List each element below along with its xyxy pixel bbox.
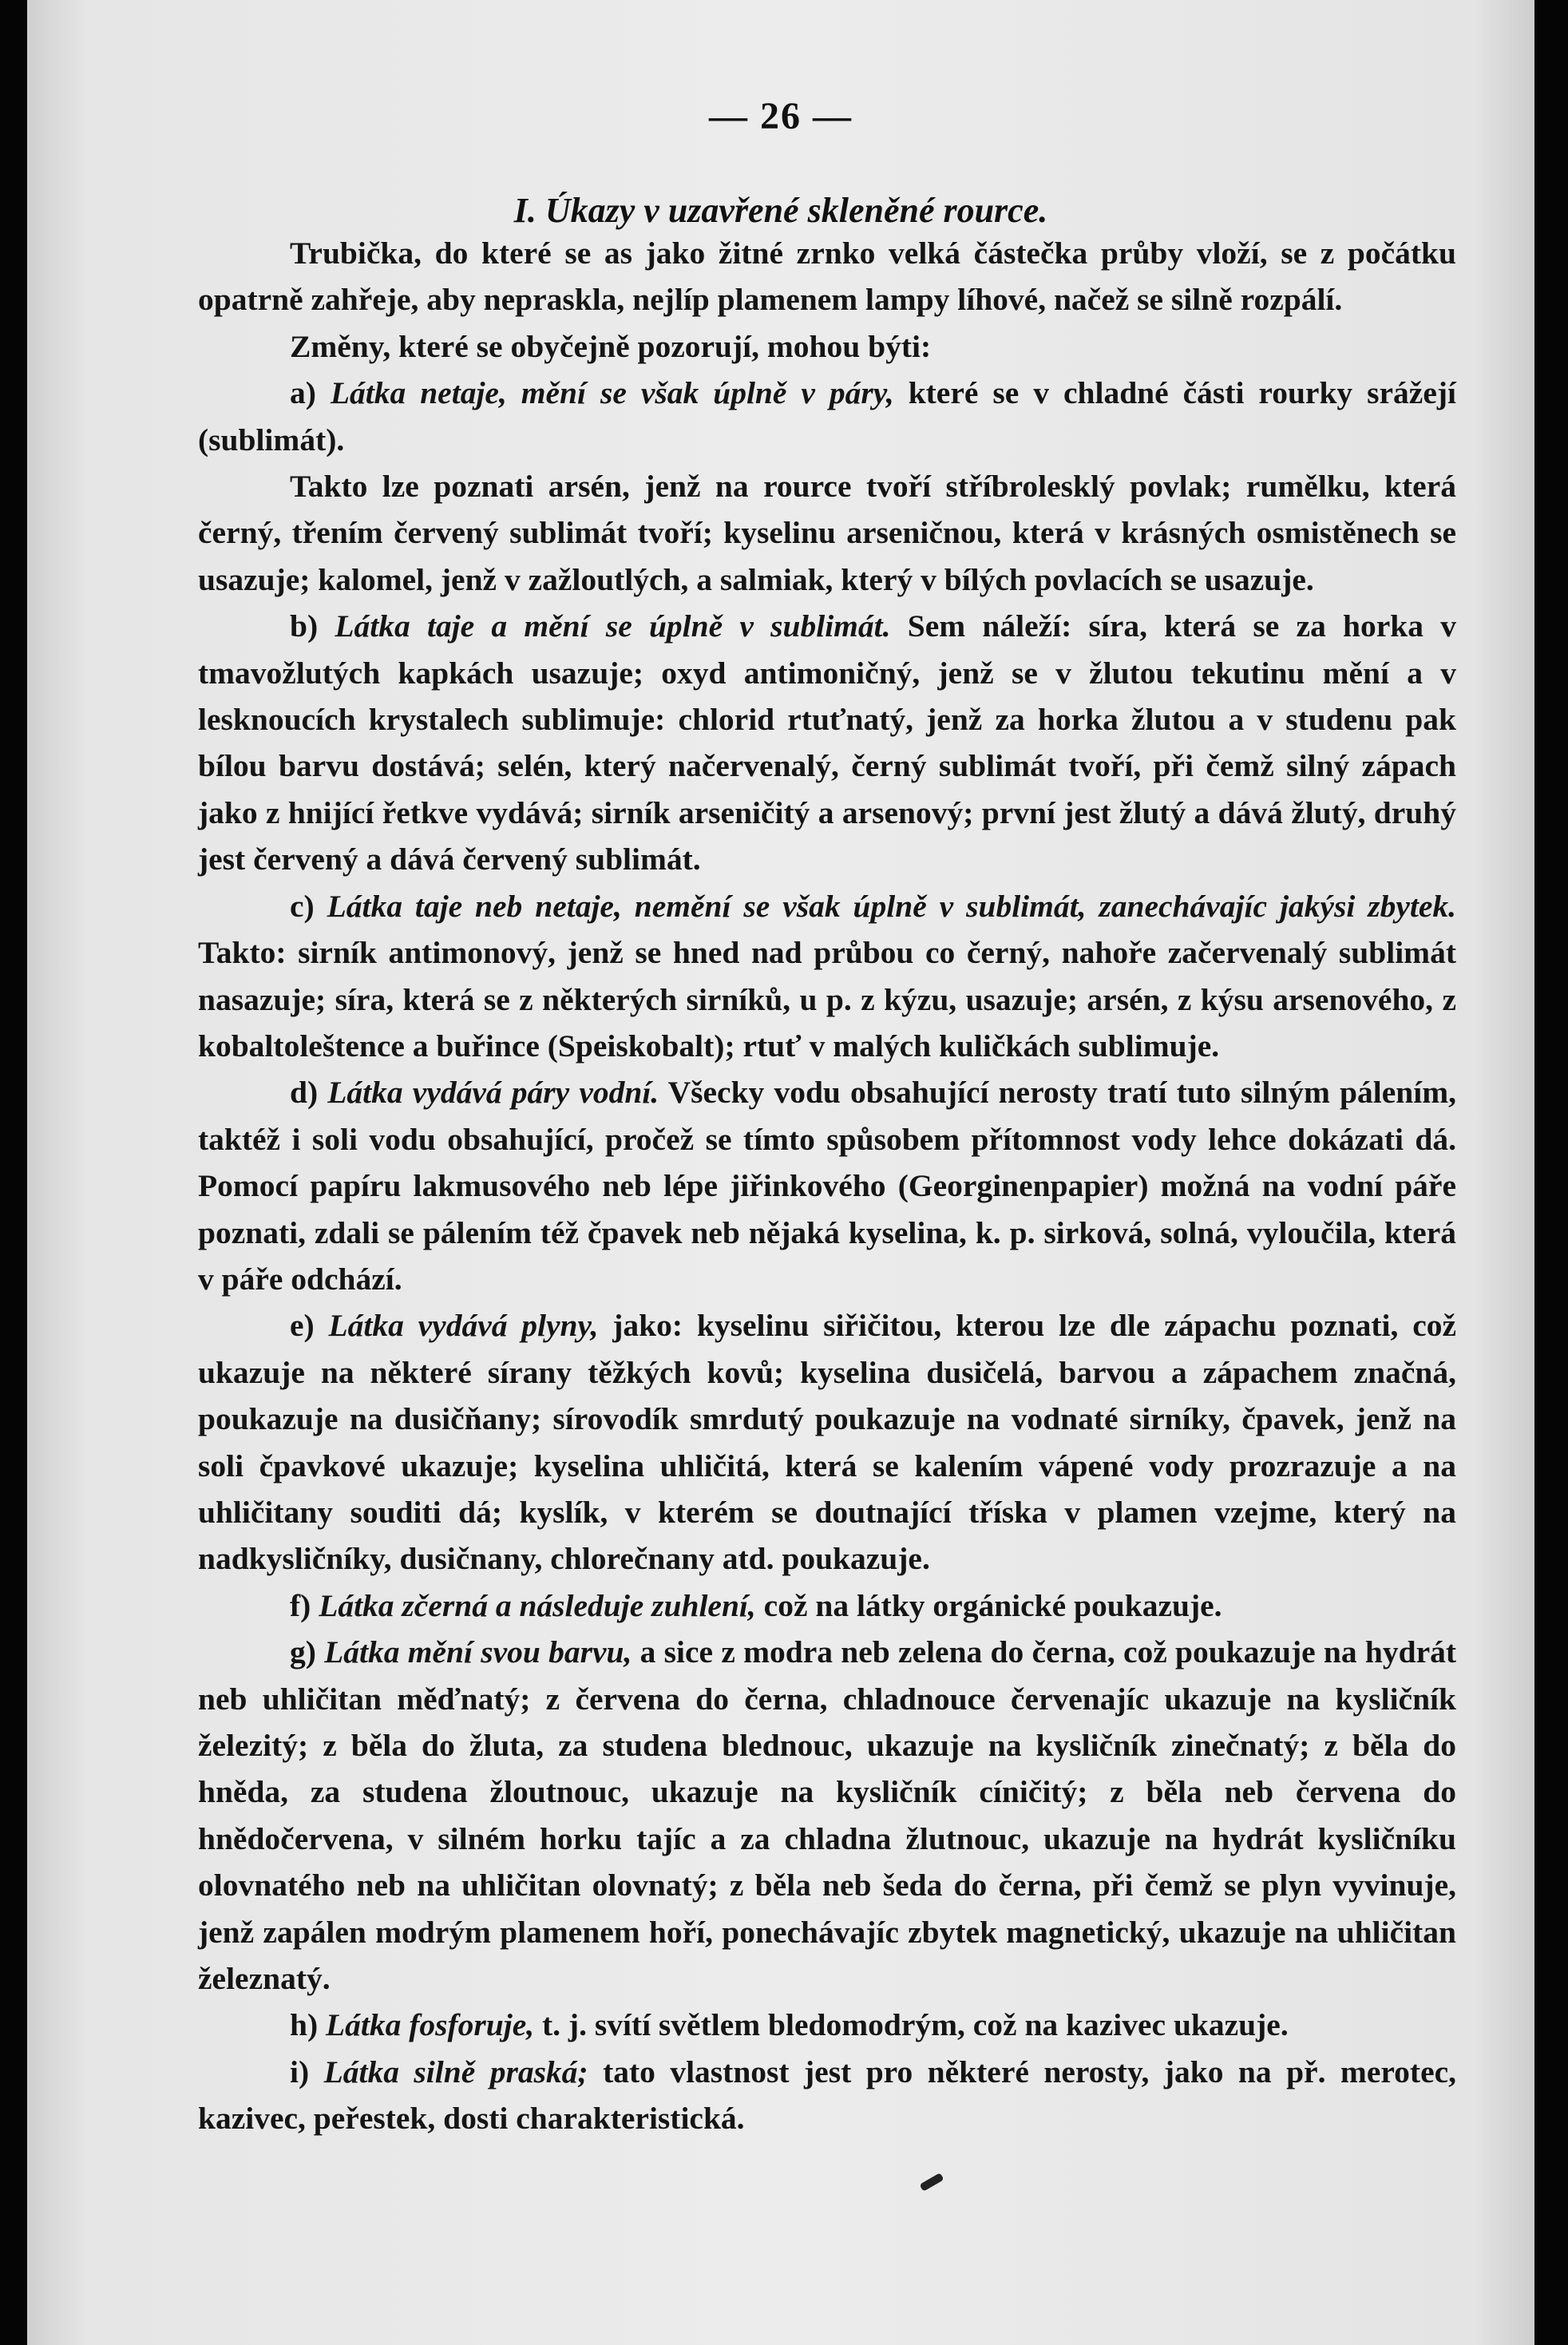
item-d-lead: Látka vydává páry vodní.	[327, 1075, 659, 1111]
intro-paragraph-2: Změny, které se obyčejně pozorují, mohou býti:	[290, 328, 932, 364]
item-a	[198, 370, 1456, 463]
item-g-label: g)	[290, 1634, 316, 1670]
item-e	[198, 1302, 1456, 1582]
item-d	[198, 1069, 1456, 1302]
item-h-label: h)	[290, 2007, 319, 2043]
item-b	[198, 603, 1456, 882]
item-b-label: b)	[290, 608, 319, 644]
item-b-text: Sem náleží: síra, která se za horka v tmavožlutých kapkách usazuje; oxyd antimoničný, jenž se v žlutou tekutinu mění a v lesknoucích krystalech sublimuje: chlorid rtuťnatý, jenž za horka žlutou a v studenu pak bílou barvu dostává; selén, který načervenalý, černý sublimát tvoří, při čemž silný zápach jako z hnijící řetkve vydává; sirník arseničitý a arsenový; první jest žlutý a dává žlutý, druhý jest červený a dává červený sublimát.	[198, 608, 1457, 877]
body-text	[198, 230, 1456, 2142]
item-i	[198, 2049, 1456, 2142]
item-b-lead: Látka taje a mění se úplně v sublimát.	[335, 608, 891, 644]
item-a-lead: Látka netaje, mění se však úplně v páry,	[330, 375, 894, 411]
item-f	[198, 1582, 1456, 1629]
page-number: — 26 —	[709, 95, 853, 137]
item-e-lead: Látka vydává plyny,	[328, 1308, 599, 1344]
section-heading: I. Úkazy v uzavřené skleněné rource.	[513, 191, 1048, 230]
item-i-label: i)	[290, 2054, 310, 2090]
intro-paragraph: Trubička, do které se as jako žitné zrnko velká částečka průby vloží, se z počátku opatrně zahřeje, aby nepraskla, nejlíp plamenem lampy líhové, načež se silně rozpálí.	[198, 236, 1456, 318]
item-e-label: e)	[290, 1308, 315, 1344]
item-a-label: a)	[290, 375, 316, 411]
item-a-example: Takto lze poznati arsén, jenž na rource tvoří stříbrolesklý povlak; rumělku, která černý, třením červený sublimát tvoří; kyselinu arseničnou, která v krásných osmistěnech se usazuje; kalomel, jenž v zažloutlých, a salmiak, který v bílých povlacích se usazuje.	[198, 469, 1456, 597]
item-a-text: které se v chladné části rourky srážejí (sublimát).	[198, 375, 1457, 458]
item-c-text: Takto: sirník antimonový, jenž se hned nad průbou co černý, nahoře začervenalý sublimát nasazuje; síra, která se z některých sirníků, u p. z kýzu, usazuje; arsén, z kýsu arsenového, z kobaltoleštence a buřince (Speiskobalt); rtuť v malých kuličkách sublimuje.	[198, 935, 1456, 1064]
item-f-text: což na látky orgánické poukazuje.	[763, 1587, 1222, 1623]
document-page	[27, 0, 1534, 2345]
item-i-text: tato vlastnost jest pro některé nerosty, jako na př. merotec, kazivec, peřestek, dosti charakteristická.	[198, 2054, 1457, 2137]
item-d-text: Všecky vodu obsahující nerosty tratí tuto silným pálením, taktéž i soli vodu obsahující, pročež se tímto spůsobem přítomnost vody lehce dokázati dá. Pomocí papíru lakmusového neb lépe jiřinkového (Georginenpapier) možná na vodní páře poznati, zdali se pálením též čpavek neb nějaká kyselina, k. p. sirková, solná, vyloučila, která v páře odchází.	[198, 1075, 1457, 1297]
item-g	[198, 1629, 1456, 2002]
item-h	[198, 2002, 1456, 2048]
item-h-lead: Látka fosforuje,	[326, 2007, 535, 2043]
item-h-text: t. j. svítí světlem bledomodrým, což na kazivec ukazuje.	[542, 2007, 1289, 2043]
item-f-lead: Látka zčerná a následuje zuhlení,	[319, 1587, 756, 1623]
item-g-text: a sice z modra neb zelena do černa, což poukazuje na hydrát neb uhličitan měďnatý; z červena do černa, chladnouce červenajíc ukazuje na kysličník železitý; z běla do žluta, za studena blednouc, ukazuje na kysličník zinečnatý; z běla do hněda, za studena žloutnouc, ukazuje na kysličník cíničitý; z běla neb červena do hnědočervena, v silném horku tajíc a za chladna žlutnouc, ukazuje na hydrát kysličníku olovnatého neb na uhličitan olovnatý; z běla neb šeda do černa, při čemž se plyn vyvinuje, jenž zapálen modrým plamenem hoří, ponechávajíc zbytek magnetický, ukazuje na uhličitan železnatý.	[198, 1634, 1457, 1997]
item-c	[198, 883, 1456, 1070]
item-e-text: jako: kyselinu siřičitou, kterou lze dle zápachu poznati, což ukazuje na některé sírany těžkých kovů; kyselina dusičelá, barvou a zápachem značná, poukazuje na dusičňany; sírovodík smrdutý poukazuje na vodnaté sirníky, čpavek, jenž na soli čpavkové ukazuje; kyselina uhličitá, která se kalením vápené vody prozrazuje a na uhličitany souditi dá; kyslík, v kterém se doutnající tříska v plamen vzejme, který na nadkysličníky, dusičnany, chlorečnany atd. poukazuje.	[198, 1308, 1457, 1577]
item-c-lead: Látka taje neb netaje, nemění se však úplně v sublimát, zanechávajíc jakýsi zbytek.	[327, 888, 1457, 924]
item-d-label: d)	[290, 1075, 319, 1111]
item-f-label: f)	[290, 1587, 311, 1623]
item-c-label: c)	[290, 888, 315, 924]
item-i-lead: Látka silně praská;	[323, 2054, 588, 2090]
ink-mark	[920, 2173, 944, 2192]
item-g-lead: Látka mění svou barvu,	[324, 1634, 632, 1670]
